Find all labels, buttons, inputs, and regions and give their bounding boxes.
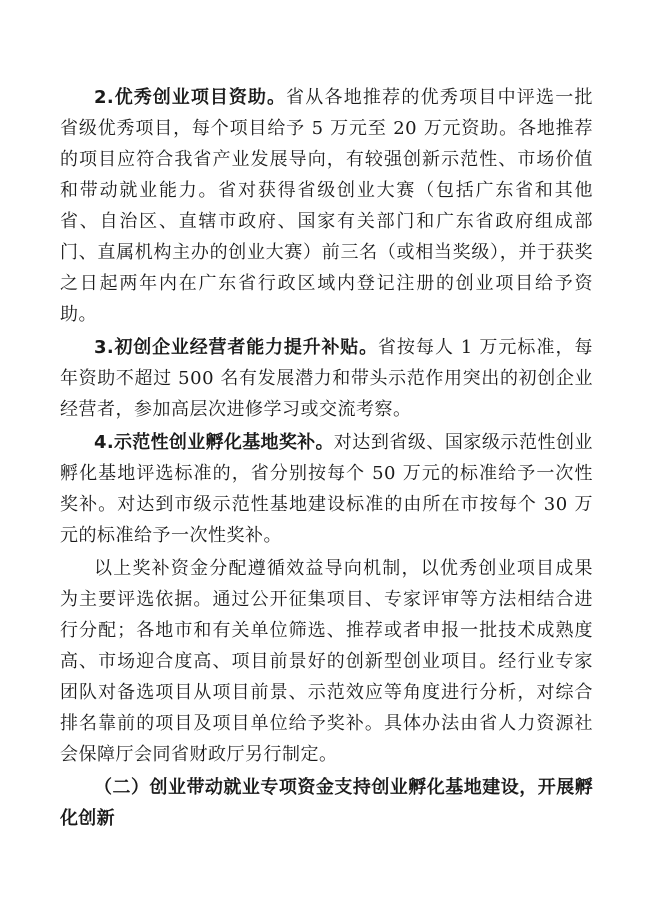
item-heading: 3.初创企业经营者能力提升补贴。 [94,337,378,358]
document-page [60,82,593,834]
item-incubation-base-award [60,427,593,551]
item-body: 省从各地推荐的优秀项目中评选一批省级优秀项目，每个项目给予 5 万元至 20 万元资助。各地推荐的项目应符合我省产业发展导向，有较强创新示范性、市场价值和带动就业能力。省对获得省级创业大赛（包括广东省和其他省、自治区、直辖市政府、国家有关部门和广东省政府组成部门、直属机构主办的创业大赛）前三名（或相当奖级），并于获奖之日起两年内在广东省行政区域内登记注册的创业项目给予资助。 [60,87,593,325]
item-entrepreneur-training-subsidy [60,332,593,425]
item-body: 对达到省级、国家级示范性创业孵化基地评选标准的，省分别按每个 50 万元的标准给予一次性奖补。对达到市级示范性基地建设标准的由所在市按每个 30 万元的标准给予一次性奖补。 [60,432,593,546]
item-heading: 4.示范性创业孵化基地奖补。 [94,432,334,453]
item-body: 省按每人 1 万元标准，每年资助不超过 500 名有发展潜力和带头示范作用突出的初创企业经营者，参加高层次进修学习或交流考察。 [60,337,593,420]
item-heading: 2.优秀创业项目资助。 [94,87,286,108]
summary-paragraph: 以上奖补资金分配遵循效益导向机制，以优秀创业项目成果为主要评选依据。通过公开征集项目、专家评审等方法相结合进行分配；各地市和有关单位筛选、推荐或者申报一批技术成熟度高、市场迎合度高、项目前景好的创新型创业项目。经行业专家团队对备选项目从项目前景、示范效应等角度进行分析，对综合排名靠前的项目及项目单位给予奖补。具体办法由省人力资源社会保障厅会同省财政厅另行制定。 [60,558,593,765]
item-excellent-project-funding [60,82,593,330]
section-title: （二）创业带动就业专项资金支持创业孵化基地建设，开展孵化创新 [60,777,593,829]
